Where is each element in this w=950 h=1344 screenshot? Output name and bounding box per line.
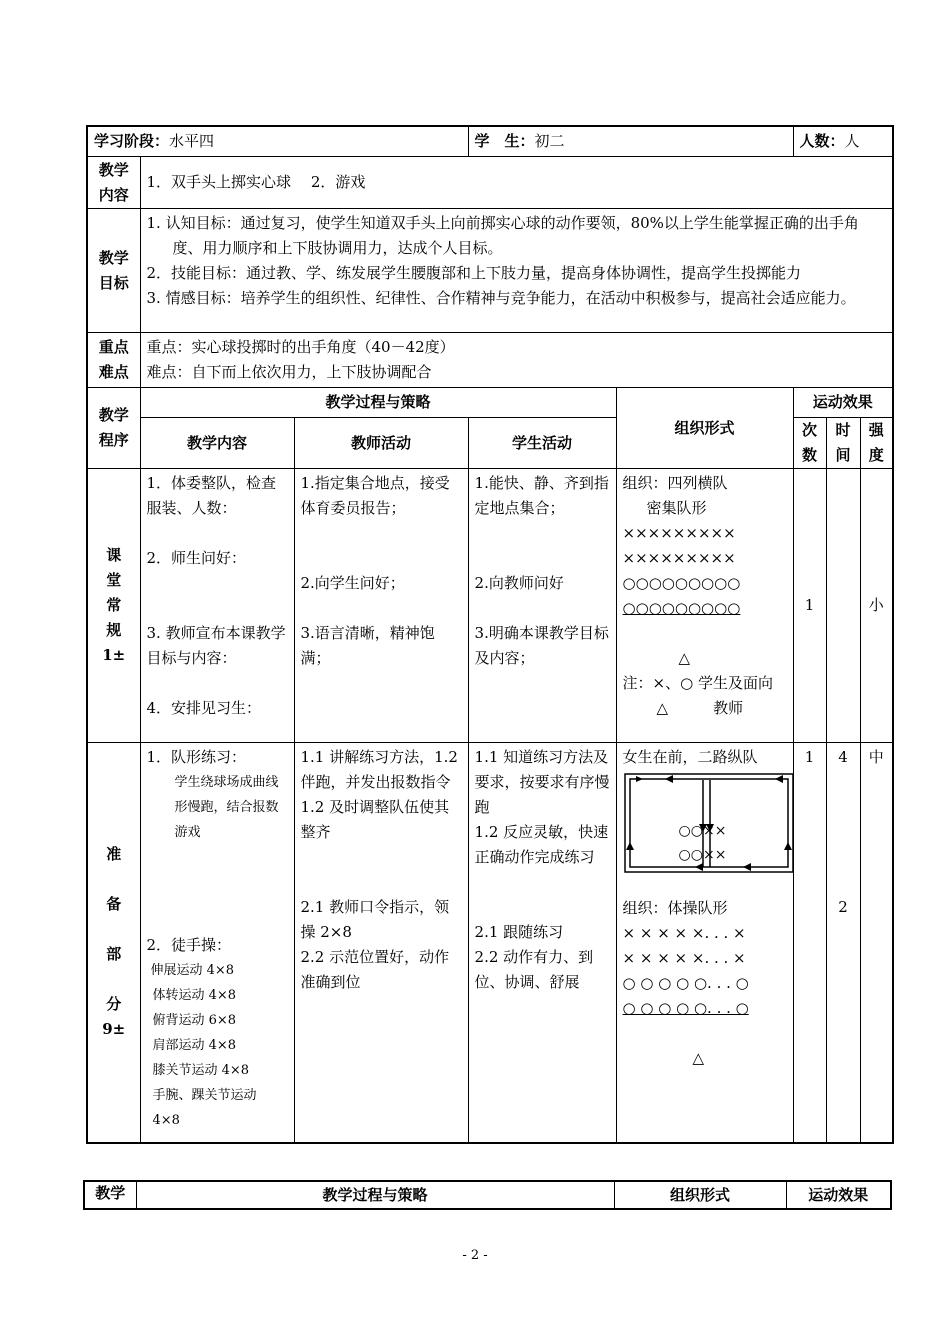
routine-times: 1 <box>793 469 826 743</box>
routine-intensity: 小 <box>860 469 893 743</box>
routine-org: 组织：四列横队 密集队形 ××××××××× ××××××××× ○○○○○○○○○ ○○○○○○○○○ △ 注：×、○ 学生及面向 △ 教师 <box>616 469 793 743</box>
lesson-plan-table <box>86 125 894 1144</box>
warmup-student: 1.1 知道练习方法及要求，按要求有序慢跑 1.2 反应灵敏，快速正确动作完成练习 2.1 跟随练习 2.2 动作有力、到位、协调、舒展 <box>468 743 616 1143</box>
next-procedure-header: 教学 <box>84 1181 136 1209</box>
process-header: 教学过程与策略 <box>140 388 616 418</box>
goals-text: 1. 认知目标：通过复习，使学生知道双手头上向前掷实心球的动作要领，80%以上学生能掌握正确的出手角度、用力顺序和上下肢协调用力，达成个人目标。 2．技能目标：通过教、学、练发展学生腰腹部和上下肢力量，提高身体协调性，提高学生投掷能力 3. 情感目标：培养学生的组织性、纪律性、合作精神与竞争能力，在活动中积极参与，提高社会适应能力。 <box>140 209 893 333</box>
count-cell: 人数：人 <box>793 126 893 157</box>
goals-label: 教学目标 <box>87 209 140 333</box>
times-header: 次数 <box>793 418 826 469</box>
content-header: 教学内容 <box>140 418 294 469</box>
procedure-header: 教学程序 <box>87 388 140 469</box>
routine-label: 课 堂 常 规 1± <box>87 469 140 743</box>
student-cell: 学 生：初二 <box>468 126 793 157</box>
next-org-header: 组织形式 <box>614 1181 786 1209</box>
page-number: - 2 - <box>462 1248 488 1263</box>
routine-teacher: 1.指定集合地点，接受体育委员报告； 2.向学生问好； 3.语言清晰，精神饱满； <box>294 469 468 743</box>
routine-content: 1．体委整队，检查服装、人数： 2．师生问好： 3. 教师宣布本课教学目标与内容： 4．安排见习生： <box>140 469 294 743</box>
focus-text: 重点：实心球投掷时的出手角度（40－42度） 难点：自下而上依次用力，上下肢协调配合 <box>140 333 893 388</box>
duration-header: 时间 <box>826 418 860 469</box>
student-header: 学生活动 <box>468 418 616 469</box>
stage-cell: 学习阶段：水平四 <box>87 126 468 157</box>
warmup-content: 1．队形练习： 学生绕球场成曲线形慢跑，结合报数游戏 2．徒手操： 伸展运动 4×8 体转运动 4×8 俯背运动 6×8 肩部运动 4×8 膝关节运动 4×8 手腕、踝关节运动 4×8 <box>140 743 294 1143</box>
warmup-teacher: 1.1 讲解练习方法，1.2 伴跑，并发出报数指令 1.2 及时调整队伍使其整齐 2.1 教师口令指示，领操 2×8 2.2 示范位置好，动作准确到位 <box>294 743 468 1143</box>
run-route-formation: ○○×× ○○×× <box>678 823 727 863</box>
effect-header: 运动效果 <box>793 388 893 418</box>
intensity-header: 强度 <box>860 418 893 469</box>
focus-label: 重点难点 <box>87 333 140 388</box>
run-route-diagram <box>623 772 795 876</box>
content-label: 教学内容 <box>87 157 140 209</box>
warmup-label: 准 备 部 分 9± <box>87 743 140 1143</box>
org-header: 组织形式 <box>616 388 793 469</box>
teacher-header: 教师活动 <box>294 418 468 469</box>
warmup-times: 1 <box>793 743 826 1143</box>
content-text: 1．双手头上掷实心球 2．游戏 <box>140 157 893 209</box>
warmup-intensity: 中 <box>860 743 893 1143</box>
routine-duration <box>826 469 860 743</box>
next-effect-header: 运动效果 <box>786 1181 891 1209</box>
warmup-duration: 4 2 <box>826 743 860 1143</box>
routine-student: 1.能快、静、齐到指定地点集合； 2.向教师问好 3.明确本课教学目标及内容； <box>468 469 616 743</box>
next-page-table-header <box>83 1180 892 1210</box>
next-process-header: 教学过程与策略 <box>136 1181 614 1209</box>
warmup-org: 女生在前，二路纵队 ○○×× ○○×× 组织：体操队形 × × × × ×. . . × × × × × ×. . . × ○ ○ ○ ○ ○. . . ○ ○ ○ ○ ○ ○. . . ○ △ <box>616 743 793 1143</box>
